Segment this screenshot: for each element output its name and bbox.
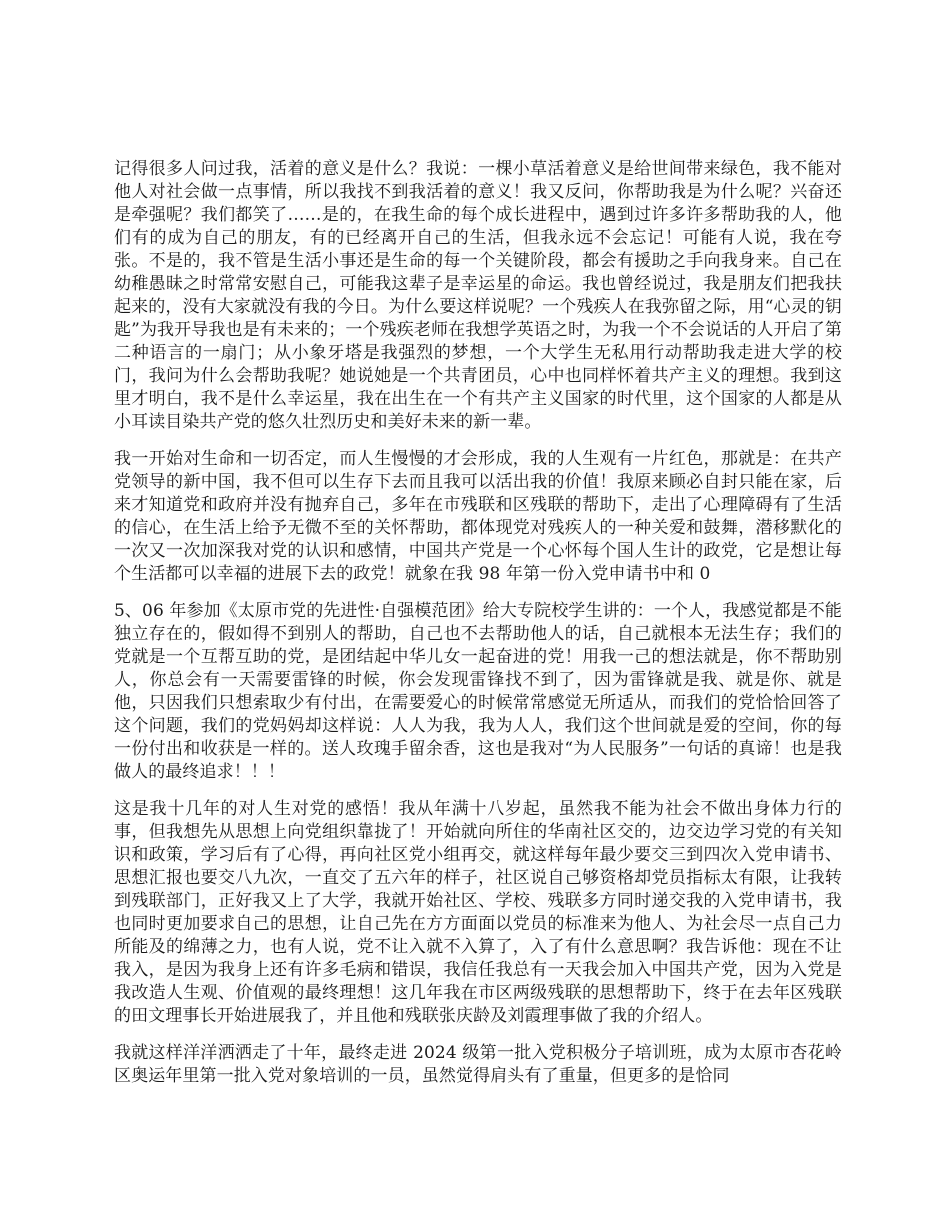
paragraph-4: 这是我十几年的对人生对党的感悟！我从年满十八岁起，虽然我不能为社会不做出身体力行的事，但我想先从思想上向党组织靠拢了！开始就向所住的华南社区交的，边交边学习党的有关知识和政策，学习后有了心得，再向社区党小组再交，就这样每年最少要交三到四次入党申请书、思想汇报也要交八九次，一直交了五六年的样子，社区说自己够资格却党员指标太有限，让我转到残联部门，正好我又上了大学，我就开始社区、学校、残联多方同时递交我的入党申请书，我也同时更加要求自己的思想，让自己先在方方面面以党员的标准来为他人、为社会尽一点自己力所能及的绵薄之力，也有人说，党不让入就不入算了，入了有什么意思啊？我告诉他：现在不让我入，是因为我身上还有许多毛病和错误，我信任我总有一天我会加入中国共产党，因为入党是我改造人生观、价值观的最终理想！这几年我在市区两级残联的思想帮助下，终于在去年区残联的田文理事长开始进展我了，并且他和残联张庆龄及刘霞理事做了我的介绍人。 (114, 799, 842, 1026)
paragraph-3: 5、06 年参加《太原市党的先进性·自强模范团》给大专院校学生讲的：一个人，我感觉都是不能独立存在的，假如得不到别人的帮助，自己也不去帮助他人的话，自己就根本无法生存；我们的党就是一个互帮互助的党，是团结起中华儿女一起奋进的党！用我一己的想法就是，你不帮助别人，你总会有一天需要雷锋的时候，你会发现雷锋找不到了，因为雷锋就是我、就是你、就是他，只因我们只想索取少有付出，在需要爱心的时候常常感觉无所适从，而我们的党恰恰回答了这个问题，我们的党妈妈却这样说：人人为我，我为人人，我们这个世间就是爱的空间，你的每一份付出和收获是一样的。送人玫瑰手留余香，这也是我对“为人民服务”一句话的真谛！也是我做人的最终追求！！！ (114, 601, 842, 782)
paragraph-1: 记得很多人问过我，活着的意义是什么？我说：一棵小草活着意义是给世间带来绿色，我不能对他人对社会做一点事情，所以我找不到我活着的意义！我又反问，你帮助我是为什么呢？兴奋还是牵强呢？我们都笑了……是的，在我生命的每个成长进程中，遇到过许多许多帮助我的人，他们有的成为自己的朋友，有的已经离开自己的生活，但我永远不会忘记！可能有人说，我在夸张。不是的，我不管是生活小事还是生命的每一个关键阶段，都会有援助之手向我身来。自己在幼稚愚昧之时常常安慰自己，可能我这辈子是幸运星的命运。我也曾经说过，我是朋友们把我扶起来的，没有大家就没有我的今日。为什么要这样说呢？一个残疾人在我弥留之际，用“心灵的钥匙”为我开导我也是有未来的；一个残疾老师在我想学英语之时，为我一个不会说话的人开启了第二种语言的一扇门；从小象牙塔是我强烈的梦想，一个大学生无私用行动帮助我走进大学的校门，我问为什么会帮助我呢？她说她是一个共青团员，心中也同样怀着共产主义的理想。我到这里才明白，我不是什么幸运星，我在出生在一个有共产主义国家的时代里，这个国家的人都是从小耳读目染共产党的悠久壮烈历史和美好未来的新一辈。 (114, 159, 842, 432)
document-page (114, 158, 842, 1102)
paragraph-2: 我一开始对生命和一切否定，而人生慢慢的才会形成，我的人生观有一片红色，那就是：在共产党领导的新中国，我不但可以生存下去而且我可以活出我的价值！我原来顾必自封只能在家，后来才知道党和政府并没有抛弃自己，多年在市残联和区残联的帮助下，走出了心理障碍有了生活的信心，在生活上给予无微不至的关怀帮助，都体现党对残疾人的一种关爱和鼓舞，潜移默化的一次又一次加深我对党的认识和感情，中国共产党是一个心怀每个国人生计的政党，它是想让每个生活都可以幸福的进展下去的政党！就象在我 98 年第一份入党申请书中和 0 (114, 449, 842, 584)
paragraph-5: 我就这样洋洋洒洒走了十年，最终走进 2024 级第一批入党积极分子培训班，成为太原市杏花岭区奥运年里第一批入党对象培训的一员，虽然觉得肩头有了重量，但更多的是恰同 (114, 1043, 842, 1086)
